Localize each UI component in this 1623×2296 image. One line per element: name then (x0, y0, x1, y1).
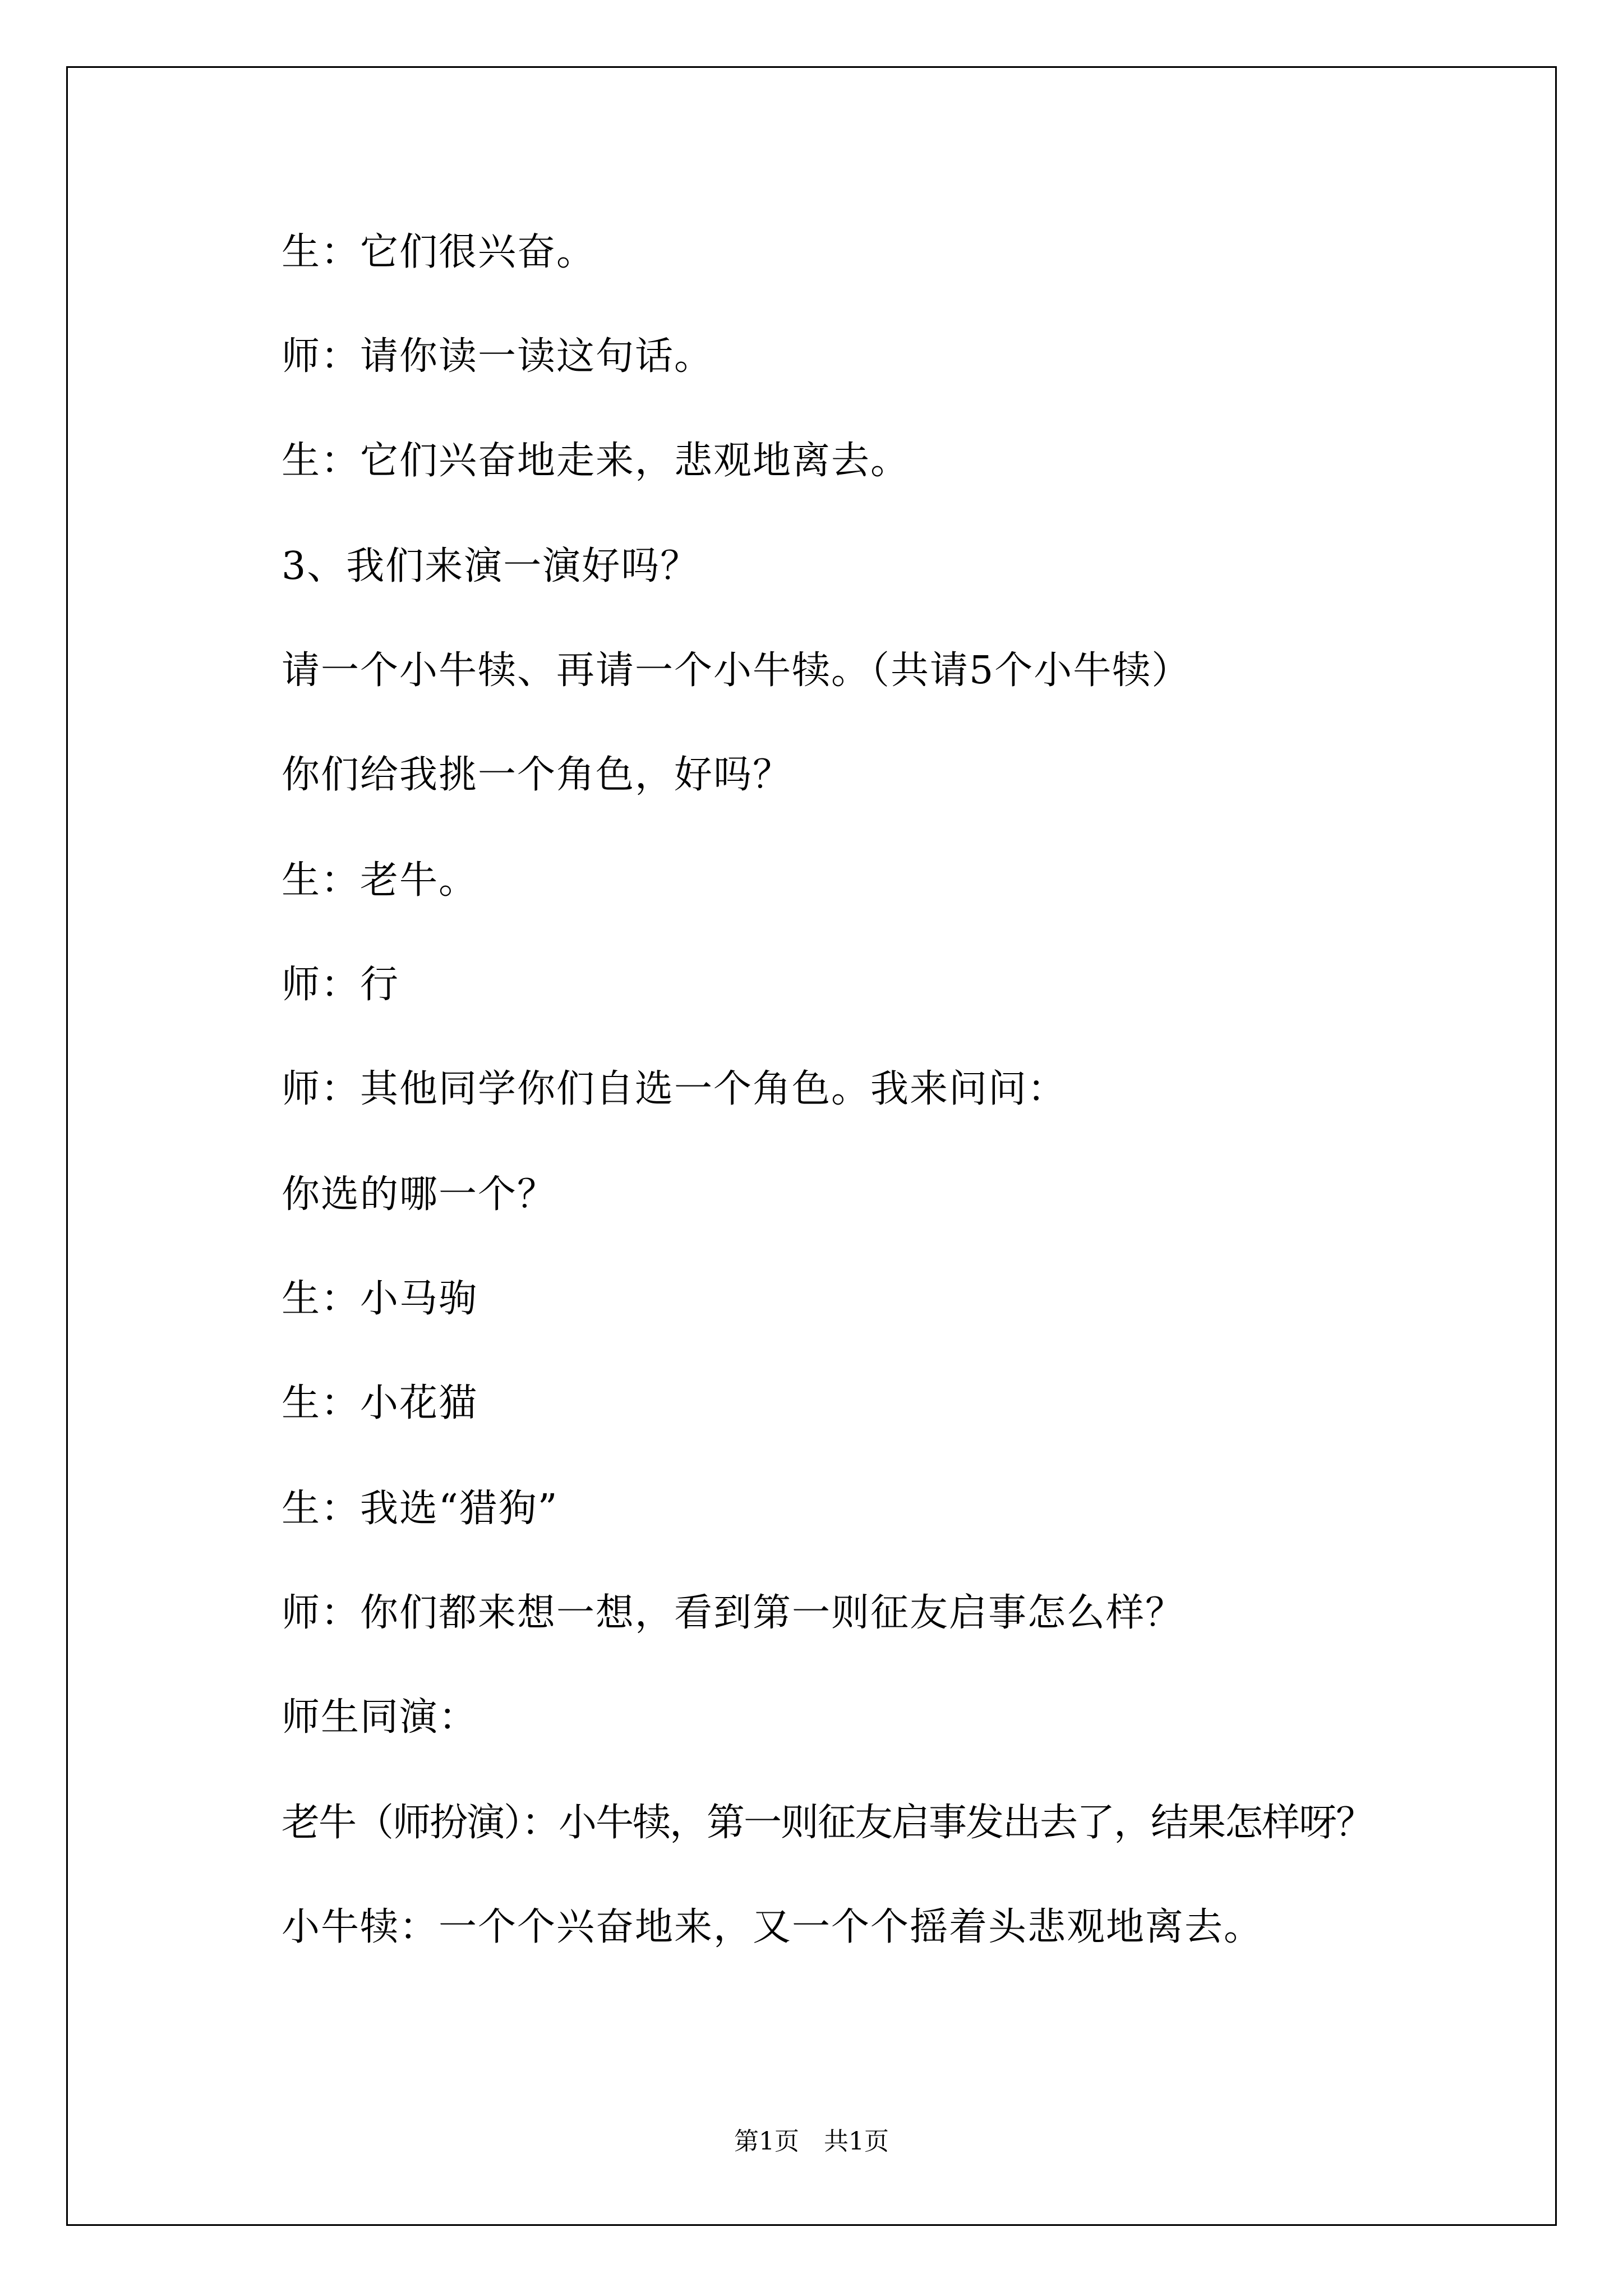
text-line: 请一个小牛犊、再请一个小牛犊。（共请5个小牛犊） (282, 648, 1191, 693)
text-line: 师：你们都来想一想，看到第一则征友启事怎么样？ (282, 1591, 1185, 1635)
text-line: 生：它们很兴奋。 (282, 230, 596, 274)
text-line: 生：小马驹 (282, 1277, 478, 1321)
text-line: 生：老牛。 (282, 858, 478, 903)
text-line: 小牛犊：一个个兴奋地来，又一个个摇着头悲观地离去。 (282, 1905, 1264, 1949)
page-number-footer: 第1页 共1页 (734, 2127, 889, 2156)
text-line: 师：其他同学你们自选一个角色。我来问问： (282, 1067, 1067, 1111)
text-line: 你们给我挑一个角色，好吗？ (282, 753, 792, 797)
text-line: 3、我们来演一演好吗？ (282, 544, 700, 588)
text-line: 你选的哪一个？ (282, 1172, 557, 1217)
text-line: 老牛（师扮演）：小牛犊，第一则征友启事发出去了，结果怎样呀？ (282, 1801, 1373, 1845)
text-line: 师：行 (282, 963, 400, 1007)
text-line: 师：请你读一读这句话。 (282, 334, 714, 379)
text-line: 生：我选“猎狗” (282, 1487, 559, 1531)
text-line: 生：它们兴奋地走来，悲观地离去。 (282, 439, 910, 483)
text-line: 师生同演： (282, 1695, 478, 1740)
text-line: 生：小花猫 (282, 1381, 478, 1425)
